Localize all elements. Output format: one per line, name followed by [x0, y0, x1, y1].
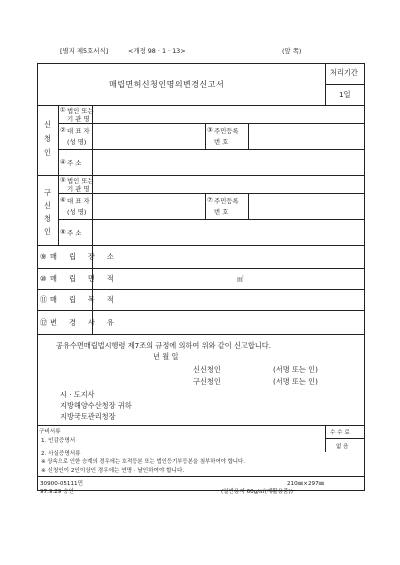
required-doc-2: 2. 사실증명서류 — [41, 451, 81, 457]
new-applicant-signature[interactable]: (서명 또는 인) — [273, 365, 318, 374]
applicant-rrn-input[interactable] — [249, 124, 364, 148]
change-reason-input[interactable] — [93, 311, 364, 333]
field-num-6: ⑥ — [60, 196, 66, 204]
applicant-address-label: 주 소 — [67, 159, 82, 167]
form-code: 30900-05111민 — [40, 481, 84, 487]
applicant-rrn-label-1: 주민등록 — [214, 127, 239, 135]
previous-rrn-label-1: 주민등록 — [214, 197, 239, 205]
required-docs-title: 구비서류 — [39, 429, 61, 435]
applicant-org-label-1: 법인 또는 — [67, 107, 94, 115]
reclamation-location-label: 매립장소 — [50, 252, 126, 261]
paper-spec: (일반용지 60g/㎡(재활용품)) — [221, 489, 293, 495]
field-num-1: ① — [60, 106, 66, 114]
declaration-text: 공유수면매립법시행령 제7조의 규정에 의하여 위와 같이 신고합니다. — [56, 341, 271, 350]
form-title: 매립면허신청인명의변경신고서 — [109, 80, 225, 89]
field-num-3: ③ — [207, 126, 213, 134]
processing-period-label: 처리기간 — [330, 68, 358, 77]
applicant-org-input[interactable] — [93, 106, 364, 122]
previous-org-input[interactable] — [93, 176, 364, 192]
applicant-section-label: 신청인 — [44, 120, 51, 157]
form-number: [별지 제5호서식] — [60, 47, 109, 55]
note-inheritance: ※ 상속으로 인한 승계의 경우에는 호적등본 또는 법인등기부등본을 첨부하여야 합니다. — [41, 459, 245, 465]
previous-rrn-input[interactable] — [249, 194, 364, 218]
previous-org-label-1: 법인 또는 — [67, 177, 94, 185]
required-doc-1: 1. 인감증명서 — [41, 438, 76, 444]
row-num-purpose: ⑪ — [40, 295, 48, 304]
applicant-rep-label-2: (성 명) — [67, 138, 87, 146]
field-num-4: ④ — [60, 158, 66, 166]
paper-size: 210㎜×297㎜ — [287, 481, 325, 487]
applicant-address-input[interactable] — [93, 150, 364, 174]
applicant-org-label-2: 기 관 명 — [67, 115, 90, 123]
old-applicant-label: 구신청인 — [193, 377, 221, 386]
note-multiple-applicants: ※ 신청인이 2인이상인 경우에는 연명 · 날인하여야 합니다. — [41, 468, 185, 474]
previous-section-label: 구신청인 — [44, 188, 51, 236]
previous-rep-label-2: (성 명) — [67, 208, 87, 216]
fee-value: 없 음 — [336, 444, 349, 450]
previous-address-label: 주 소 — [67, 229, 82, 237]
area-unit: ㎡ — [237, 275, 244, 283]
old-applicant-signature[interactable]: (서명 또는 인) — [273, 377, 318, 386]
reclamation-area-label: 매립면적 — [50, 274, 126, 283]
reclamation-location-input[interactable] — [93, 246, 364, 267]
new-applicant-label: 신신청인 — [193, 365, 221, 374]
row-num-area: ⑩ — [40, 274, 47, 283]
page-side: (앞 쪽) — [282, 47, 302, 55]
declaration-date: 년 월 일 — [153, 352, 179, 361]
processing-period-value: 1일 — [339, 90, 351, 99]
recipient-maritime: 지방해양수산청장 귀하 — [60, 401, 132, 410]
change-reason-label: 변경사유 — [50, 318, 126, 327]
field-num-7: ⑦ — [207, 196, 213, 204]
previous-rrn-label-2: 번 호 — [214, 208, 229, 216]
row-num-reason: ⑫ — [40, 318, 48, 327]
recipient-governor: 시 · 도지사 — [60, 390, 95, 399]
reclamation-purpose-label: 매립목적 — [50, 295, 126, 304]
revision-date: <개정 98 · 1 · 13> — [128, 47, 186, 55]
applicant-rep-label-1: 대 표 자 — [67, 127, 90, 135]
previous-org-label-2: 기 관 명 — [67, 185, 90, 193]
row-num-location: ⑨ — [40, 252, 47, 261]
previous-rep-input[interactable] — [93, 194, 204, 218]
field-num-5: ⑤ — [60, 176, 66, 184]
field-num-2: ② — [60, 126, 66, 134]
applicant-rep-input[interactable] — [93, 124, 204, 148]
recipient-land: 지방국토관리청장 — [60, 412, 116, 421]
applicant-rrn-label-2: 번 호 — [214, 138, 229, 146]
fee-label: 수 수 료 — [330, 430, 350, 436]
reclamation-purpose-input[interactable] — [93, 290, 364, 309]
previous-rep-label-1: 대 표 자 — [67, 197, 90, 205]
approval-date: 97.9.29 승인 — [40, 489, 74, 495]
field-num-8: ⑧ — [60, 228, 66, 236]
reclamation-area-input[interactable] — [93, 269, 233, 288]
previous-address-input[interactable] — [93, 220, 364, 244]
